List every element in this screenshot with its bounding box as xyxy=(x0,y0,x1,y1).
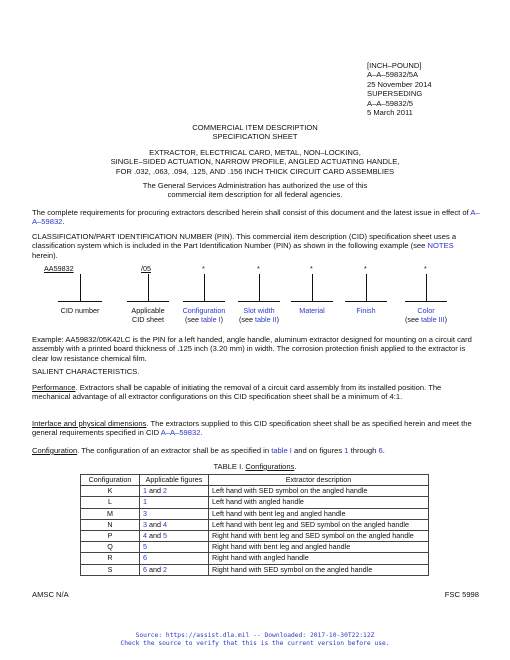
pin-stem xyxy=(148,274,149,301)
figure-link[interactable]: 2 xyxy=(163,564,167,574)
figure-link[interactable]: 5 xyxy=(163,531,167,541)
column-header: Applicable figures xyxy=(140,475,209,486)
pin-stem xyxy=(259,274,260,301)
figures-cell xyxy=(140,497,209,508)
table-row xyxy=(81,519,429,530)
pin-cid-sheet: /05 xyxy=(141,264,151,273)
description-cell: Left hand with SED symbol on the angled handle xyxy=(209,486,429,497)
figures-cell xyxy=(140,519,209,530)
table-caption-title: Configurations xyxy=(245,462,295,471)
classification-text: CLASSIFICATION/PART IDENTIFICATION NUMBER (PIN). This commercial item description (CID) specification sheet uses a classification system which is included in the Part Identification Number (PIN) as shown in the following example (see xyxy=(32,232,457,251)
table-i-link[interactable]: table I xyxy=(200,314,221,324)
pin-color-placeholder: * xyxy=(424,264,427,273)
table-iii-link[interactable]: table III xyxy=(421,314,445,324)
title-line-1: COMMERCIAL ITEM DESCRIPTION xyxy=(192,123,318,132)
figure-link[interactable]: 1 xyxy=(143,486,147,496)
item-title-line-3: FOR .032, .063, .094, .125, AND .156 INCH THICK CIRCUIT CARD ASSEMBLIES xyxy=(115,166,395,176)
configuration-paragraph: Configuration. The configuration of an extractor shall be as specified in table I and on figures 1 through 6. xyxy=(32,446,385,455)
pin-label-finish: Finish xyxy=(356,306,376,315)
pin-example-paragraph: Example: AA59832/05K42LC is the PIN for a left handed, angle handle, aluminum extractor designed for mounting on a circuit card assembly with a printed board thickness of .125 inch (3.20 mm) in width. The corrosion protection finish applied to the extractor is clear low resistance chemical film. xyxy=(32,335,472,363)
interface-paragraph: Interface and physical dimensions. The extractors supplied to this CID specification sheet shall be as specified herein and meet the general requirements specified in CID A–A–59832. xyxy=(32,419,472,438)
superseding-label: SUPERSEDING xyxy=(367,89,423,99)
table-row xyxy=(81,553,429,564)
pin-stem xyxy=(366,274,367,301)
pin-bar xyxy=(291,301,333,302)
column-header: Configuration xyxy=(81,475,140,486)
pin-label-cid-number: CID number xyxy=(60,306,100,315)
description-cell: Right hand with angled handle xyxy=(209,553,429,564)
requirements-text: The complete requirements for procuring extractors described herein shall consist of this document and the latest issue in effect of xyxy=(32,208,471,217)
interface-heading: Interface and physical dimensions xyxy=(32,419,147,428)
figures-separator: and xyxy=(147,564,163,574)
figure-link[interactable]: 2 xyxy=(163,486,167,496)
pin-bar xyxy=(345,301,387,302)
cid-link[interactable]: A–A–59832 xyxy=(32,208,480,227)
figures-separator: and xyxy=(147,531,163,541)
pin-stem xyxy=(426,274,427,301)
configuration-cell: S xyxy=(81,564,140,575)
description-cell: Left hand with bent leg and SED symbol on the angled handle xyxy=(209,519,429,530)
table-row xyxy=(81,497,429,508)
figure-link[interactable]: 3 xyxy=(143,519,147,529)
figures-separator: and xyxy=(147,519,163,529)
pin-configuration-placeholder: * xyxy=(202,264,205,273)
configuration-cell: L xyxy=(81,497,140,508)
verify-line: Check the source to verify that this is the current version before use. xyxy=(120,640,390,648)
table-row xyxy=(81,531,429,542)
figure-link[interactable]: 5 xyxy=(143,542,147,552)
figure-link[interactable]: 4 xyxy=(143,531,147,541)
pin-slot-width-placeholder: * xyxy=(257,264,260,273)
interface-text: . The extractors supplied to this CID specification sheet shall be as specified herein and meet the general requirements specified in CID xyxy=(32,419,472,438)
classification-end: herein). xyxy=(32,250,58,260)
performance-heading: Performance xyxy=(32,383,76,392)
item-title-line-2: SINGLE–SIDED ACTUATION, NARROW PROFILE, ANGLED ACTUATING HANDLE, xyxy=(110,157,400,167)
gsa-line-1: The General Services Administration has authorized the use of this xyxy=(142,181,368,190)
pin-bar xyxy=(405,301,447,302)
performance-text: . Extractors shall be capable of initiating the removal of a circuit card assembly from its installed position. The mechanical advantage of all extractor configurations on this CID specification sheet shall be a minimum of 4:1. xyxy=(32,383,442,402)
figure-1-link[interactable]: 1 xyxy=(344,446,349,455)
configuration-cell: P xyxy=(81,531,140,542)
document-id: A–A–59832/5A xyxy=(367,70,419,80)
pin-cid-number: AA59832 xyxy=(44,264,74,273)
performance-paragraph xyxy=(32,383,480,402)
gsa-line-2: commercial item description for all federal agencies. xyxy=(167,190,343,200)
figure-6-link[interactable]: 6 xyxy=(378,446,383,455)
table-row xyxy=(81,542,429,553)
pin-bar xyxy=(127,301,169,302)
pin-label-slot-width: Slot width (see table II) xyxy=(239,306,279,324)
configuration-cell: N xyxy=(81,519,140,530)
table-caption: TABLE I. Configurations. xyxy=(213,462,297,471)
table-header-row xyxy=(81,475,429,486)
figures-cell xyxy=(140,553,209,564)
table-i-link[interactable]: table I xyxy=(271,446,292,455)
previous-document-date: 5 March 2011 xyxy=(367,108,413,118)
description-cell: Right hand with bent leg and angled handle xyxy=(209,542,429,553)
previous-document-id: A–A–59832/5 xyxy=(367,98,414,108)
figure-link[interactable]: 4 xyxy=(163,519,167,529)
configuration-cell: R xyxy=(81,553,140,564)
source-line: Source: https://assist.dla.mil -- Downloaded: 2017-10-30T22:12Z xyxy=(135,632,375,639)
pin-bar xyxy=(183,301,225,302)
pin-stem xyxy=(80,274,81,301)
fsc-label: FSC 5998 xyxy=(444,590,479,599)
figure-link[interactable]: 6 xyxy=(143,553,147,563)
configurations-table xyxy=(80,474,429,576)
figures-cell xyxy=(140,508,209,519)
description-cell: Left hand with angled handle xyxy=(209,497,429,508)
figures-cell xyxy=(140,486,209,497)
pin-bar xyxy=(58,301,102,302)
table-row xyxy=(81,564,429,575)
pin-bar xyxy=(238,301,280,302)
cid-link[interactable]: A–A–59832 xyxy=(160,428,201,438)
pin-label-configuration: Configuration (see table I) xyxy=(182,306,226,324)
document-date: 25 November 2014 xyxy=(367,79,432,89)
notes-link[interactable]: NOTES xyxy=(427,241,454,251)
description-cell: Right hand with SED symbol on the angled handle xyxy=(209,564,429,575)
pin-stem xyxy=(204,274,205,301)
configuration-cell: Q xyxy=(81,542,140,553)
table-row xyxy=(81,486,429,497)
requirements-end: . xyxy=(62,217,65,227)
title-line-2: SPECIFICATION SHEET xyxy=(212,132,298,142)
description-cell: Left hand with bent leg and angled handle xyxy=(209,508,429,519)
amsc-label: AMSC N/A xyxy=(32,590,69,599)
pin-label-material: Material xyxy=(299,306,325,315)
unit-system: [INCH–POUND] xyxy=(367,61,422,70)
pin-material-placeholder: * xyxy=(310,264,313,273)
figure-link[interactable]: 1 xyxy=(143,497,147,507)
figure-link[interactable]: 3 xyxy=(143,508,147,518)
configuration-cell: K xyxy=(81,486,140,497)
figures-cell xyxy=(140,531,209,542)
description-cell: Right hand with bent leg and SED symbol on the angled handle xyxy=(209,531,429,542)
salient-heading: SALIENT CHARACTERISTICS. xyxy=(32,367,140,376)
pin-finish-placeholder: * xyxy=(364,264,367,273)
figures-separator: and xyxy=(147,486,163,496)
figures-cell xyxy=(140,564,209,575)
figure-link[interactable]: 6 xyxy=(143,564,147,574)
source-notice xyxy=(0,632,510,648)
table-ii-link[interactable]: table II xyxy=(255,314,277,324)
pin-stem xyxy=(312,274,313,301)
column-header: Extractor description xyxy=(209,475,429,486)
pin-label-color: Color (see table III) xyxy=(405,306,447,324)
configuration-heading: Configuration xyxy=(32,446,78,455)
table-row xyxy=(81,508,429,519)
figures-cell xyxy=(140,542,209,553)
configuration-cell: M xyxy=(81,508,140,519)
item-title-line-1: EXTRACTOR, ELECTRICAL CARD, METAL, NON–LOCKING, xyxy=(149,148,361,157)
pin-label-cid-sheet: Applicable CID sheet xyxy=(131,306,165,324)
